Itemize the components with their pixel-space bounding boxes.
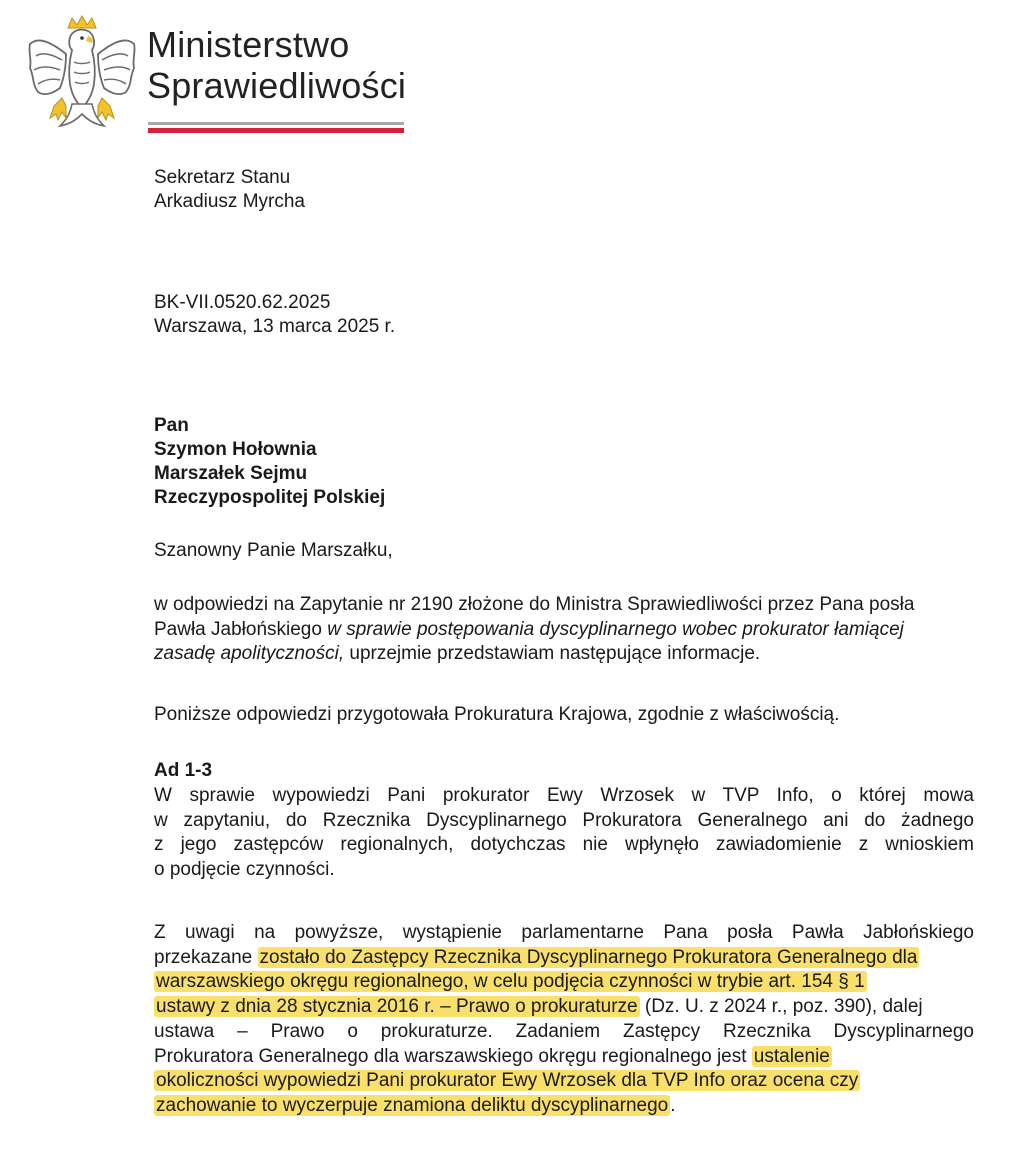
paragraph-line <box>154 1045 974 1070</box>
salutation <box>154 539 393 563</box>
salutation-text: Szanowny Panie Marszałku, <box>154 540 393 561</box>
flag-underline-gray <box>148 122 404 125</box>
paragraph-line <box>154 946 974 971</box>
paragraph-line: Poniższe odpowiedzi przygotowała Prokuratura Krajowa, zgodnie z właściwością. <box>154 704 840 725</box>
paragraph-line: ustawa – Prawo o prokuraturze. Zadaniem Zastępcy Rzecznika Dyscyplinarnego <box>154 1020 974 1042</box>
paragraph-line: w odpowiedzi na Zapytanie nr 2190 złożone do Ministra Sprawiedliwości przez Pana posła <box>154 594 915 615</box>
paragraph-forwarding <box>154 921 974 1119</box>
paragraph-source <box>154 703 974 728</box>
ministry-name-line2: Sprawiedliwości <box>147 65 407 106</box>
section-heading <box>154 759 974 784</box>
paragraph-line <box>154 642 974 667</box>
reference-number: BK-VII.0520.62.2025 <box>154 292 331 313</box>
paragraph-line <box>154 1094 974 1119</box>
paragraph-line <box>154 995 974 1020</box>
ministry-name-line1: Ministerstwo <box>147 24 350 65</box>
italic-subject: zasadę apolityczności, <box>154 643 345 665</box>
text-span: . <box>670 1094 676 1116</box>
recipient-institution: Rzeczypospolitej Polskiej <box>154 487 386 508</box>
sender-name: Arkadiusz Myrcha <box>154 191 305 212</box>
sender-block <box>154 166 305 214</box>
text-span: (Dz. U. z 2024 r., poz. 390), dalej <box>639 996 923 1018</box>
section-heading-text: Ad 1-3 <box>154 760 213 781</box>
sender-position: Sekretarz Stanu <box>154 167 291 188</box>
reference-block <box>154 291 395 339</box>
highlighted-text: ustalenie <box>753 1045 830 1067</box>
text-span: Prokuratora Generalnego dla warszawskiego okręgu regionalnego jest <box>154 1045 752 1067</box>
flag-underline <box>148 122 404 133</box>
highlighted-text: okoliczności wypowiedzi Pani prokurator Ewy Wrzosek dla TVP Info oraz ocena czy <box>156 1070 859 1092</box>
paragraph-intro <box>154 593 974 667</box>
highlighted-text: ustawy z dnia 28 stycznia 2016 r. – Prawo o prokuraturze <box>156 996 638 1018</box>
flag-underline-red <box>148 128 404 133</box>
paragraph-line: o podjęcie czynności. <box>154 859 335 881</box>
paragraph-line <box>154 618 974 643</box>
letterhead <box>26 14 426 144</box>
recipient-line: Pan <box>154 415 189 436</box>
italic-subject: w sprawie postępowania dyscyplinarnego wobec prokurator łamiącej <box>327 618 904 640</box>
paragraph-line: z jego zastępców regionalnych, dotychczas nie wpłynęło zawiadomienie z wnioskiem <box>154 834 974 856</box>
text-span: przekazane <box>154 946 258 968</box>
recipient-title: Marszałek Sejmu <box>154 463 308 484</box>
paragraph-line <box>154 970 974 995</box>
ministry-name <box>147 24 406 106</box>
text-span: Pawła Jabłońskiego <box>154 618 328 640</box>
paragraph-line: Z uwagi na powyższe, wystąpienie parlamentarne Pana posła Pawła Jabłońskiego <box>154 922 974 943</box>
recipient-name: Szymon Hołownia <box>154 439 317 460</box>
paragraph-answer <box>154 784 974 883</box>
polish-eagle-emblem-icon <box>26 14 138 134</box>
text-span: uprzejmie przedstawiam następujące informacje. <box>344 643 761 665</box>
paragraph-line: w zapytaniu, do Rzecznika Dyscyplinarnego Prokuratora Generalnego ani do żadnego <box>154 809 974 831</box>
paragraph-line: W sprawie wypowiedzi Pani prokurator Ewy Wrzosek w TVP Info, o której mowa <box>154 785 974 806</box>
highlighted-text: zostało do Zastępcy Rzecznika Dyscyplinarnego Prokuratora Generalnego dla <box>259 946 918 968</box>
paragraph-line <box>154 1069 974 1094</box>
highlighted-text: zachowanie to wyczerpuje znamiona deliktu dyscyplinarnego <box>156 1094 669 1116</box>
place-date: Warszawa, 13 marca 2025 r. <box>154 316 396 337</box>
highlighted-text: warszawskiego okręgu regionalnego, w celu podjęcia czynności w trybie art. 154 § 1 <box>156 971 865 993</box>
recipient-block <box>154 414 385 510</box>
